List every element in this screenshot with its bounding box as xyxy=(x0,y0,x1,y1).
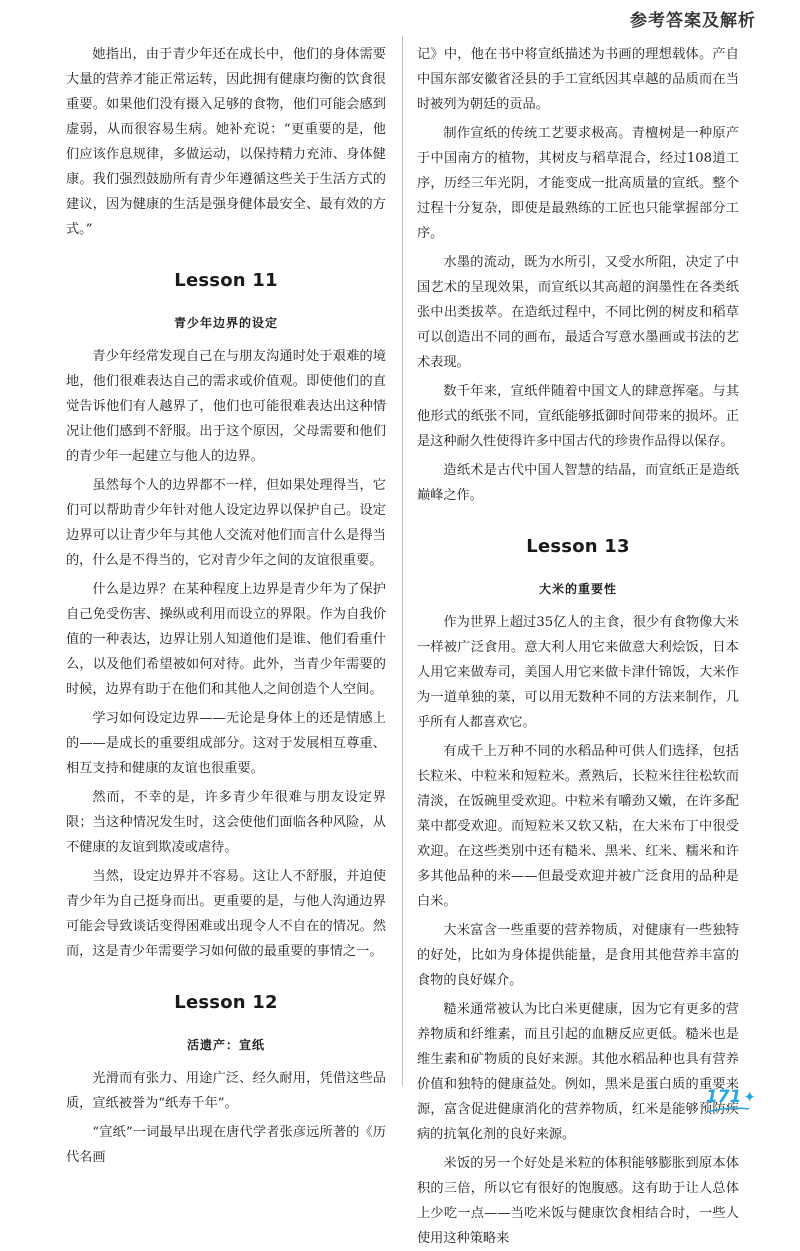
lesson-12-heading: Lesson 12 xyxy=(174,992,278,1013)
lesson-11-heading: Lesson 11 xyxy=(174,270,278,291)
paragraph: 数千年来，宣纸伴随着中国文人的肆意挥毫。与其他形式的纸张不同，宣纸能够抵御时间带来的损坏。正是这种耐久性使得许多中国古代的珍贵作品得以保存。 xyxy=(417,384,739,449)
left-column xyxy=(66,42,386,1165)
lesson-13-subtitle: 大米的重要性 xyxy=(538,582,617,596)
intro-paragraph: 她指出，由于青少年还在成长中，他们的身体需要大量的营养才能正常运转，因此拥有健康均衡的饮食很重要。如果他们没有摄入足够的食物，他们可能会感到虚弱，从而很容易生病。她补充说：“更重要的是，他们应该作息规律，多做运动，以保持精力充沛、身体健康。我们强烈鼓励所有青少年遵循这些关于生活方式的建议，因为健康的生活是强身健体最安全、最有效的方式。” xyxy=(66,47,386,237)
column-divider xyxy=(402,36,403,1086)
paragraph: 米饭的另一个好处是米粒的体积能够膨胀到原本体积的三倍，所以它有很好的饱腹感。这有助于让人总体上少吃一点——当吃米饭与健康饮食相结合时，一些人使用这种策略来 xyxy=(417,1156,739,1246)
paragraph: 糙米通常被认为比白米更健康，因为它有更多的营养物质和纤维素，而且引起的血糖反应更低。糙米也是维生素和矿物质的良好来源。其他水稻品种也具有营养价值和独特的健康益处。例如，黑米是蛋白质的重要来源，富含促进健康消化的营养物质，红米是能够预防疾病的抗氧化剂的良好来源。 xyxy=(417,1002,739,1142)
paragraph: 造纸术是古代中国人智慧的结晶，而宣纸正是造纸巅峰之作。 xyxy=(417,463,739,503)
paragraph: 记》中，他在书中将宣纸描述为书画的理想载体。产自中国东部安徽省泾县的手工宣纸因其卓越的品质而在当时被列为朝廷的贡品。 xyxy=(417,47,739,112)
paragraph: 制作宣纸的传统工艺要求极高。青檀树是一种原产于中国南方的植物，其树皮与稻草混合，经过108道工序，历经三年光阴，才能变成一批高质量的宣纸。整个过程十分复杂，即使是最熟练的工匠也只能掌握部分工序。 xyxy=(417,126,739,241)
lesson-13-heading: Lesson 13 xyxy=(526,536,630,557)
page-number-text: 171 xyxy=(705,1087,742,1107)
lesson-11-subtitle: 青少年边界的设定 xyxy=(173,316,278,330)
paragraph: “宣纸”一词最早出现在唐代学者张彦远所著的《历代名画 xyxy=(66,1125,386,1165)
sparkle-icon: ✦ xyxy=(743,1088,756,1106)
paragraph: 虽然每个人的边界都不一样，但如果处理得当，它们可以帮助青少年针对他人设定边界以保护自己。设定边界可以让青少年与其他人交流对他们而言什么是得当的，什么是不得当的，它对青少年之间的友谊很重要。 xyxy=(66,478,386,568)
section-title: 参考答案及解析 xyxy=(630,11,756,31)
paragraph: 什么是边界？在某种程度上边界是青少年为了保护自己免受伤害、操纵或利用而设立的界限。作为自我价值的一种表达，边界让别人知道他们是谁、他们看重什么，以及他们希望被如何对待。此外，当青少年需要的时候，边界有助于在他们和其他人之间创造个人空间。 xyxy=(66,582,386,697)
paragraph: 作为世界上超过35亿人的主食，很少有食物像大米一样被广泛食用。意大利人用它来做意大利烩饭，日本人用它来做寿司，美国人用它来做卡津什锦饭，大米作为一道单独的菜，可以用无数种不同的方法来制作，几乎所有人都喜欢它。 xyxy=(417,615,739,730)
paragraph: 有成千上万种不同的水稻品种可供人们选择，包括长粒米、中粒米和短粒米。煮熟后，长粒米往往松软而清淡，在饭碗里受欢迎。中粒米有嚼劲又嫩，在许多配菜中都受欢迎。而短粒米又软又粘，在大米布丁中很受欢迎。在这些类别中还有糙米、黑米、红米、糯米和许多其他品种的米——但最受欢迎并被广泛食用的品种是白米。 xyxy=(417,744,739,909)
paragraph: 然而，不幸的是，许多青少年很难与朋友设定界限；当这种情况发生时，这会使他们面临各种风险，从不健康的友谊到欺凌或虐待。 xyxy=(66,790,386,855)
swoosh-decoration xyxy=(706,1106,750,1114)
paragraph: 学习如何设定边界——无论是身体上的还是情感上的——是成长的重要组成部分。这对于发展相互尊重、相互支持和健康的友谊也很重要。 xyxy=(66,711,386,776)
lesson-12-subtitle: 活遗产：宣纸 xyxy=(186,1038,265,1052)
paragraph: 水墨的流动，既为水所引，又受水所阻，决定了中国艺术的呈现效果，而宣纸以其高超的润墨性在各类纸张中出类拔萃。在造纸过程中，不同比例的树皮和稻草可以创造出不同的画布，最适合写意水墨画或书法的艺术表现。 xyxy=(417,255,739,370)
paragraph: 光滑而有张力、用途广泛、经久耐用，凭借这些品质，宣纸被誉为“纸寿千年”。 xyxy=(66,1071,386,1111)
paragraph: 大米富含一些重要的营养物质，对健康有一些独特的好处，比如为身体提供能量，是食用其他营养丰富的食物的良好媒介。 xyxy=(417,923,739,988)
paragraph: 当然，设定边界并不容易。这让人不舒服，并迫使青少年为自己挺身而出。更重要的是，与他人沟通边界可能会导致谈话变得困难或出现令人不自在的情况。然而，这是青少年需要学习如何做的最重要的事情之一。 xyxy=(66,869,386,959)
page-number xyxy=(706,1087,756,1107)
paragraph: 青少年经常发现自己在与朋友沟通时处于艰难的境地，他们很难表达自己的需求或价值观。即使他们的直觉告诉他们有人越界了，他们也可能很难表达出这种情况让他们感到不舒服。出于这个原因，父母需要和他们的青少年一起建立与他人的边界。 xyxy=(66,349,386,464)
